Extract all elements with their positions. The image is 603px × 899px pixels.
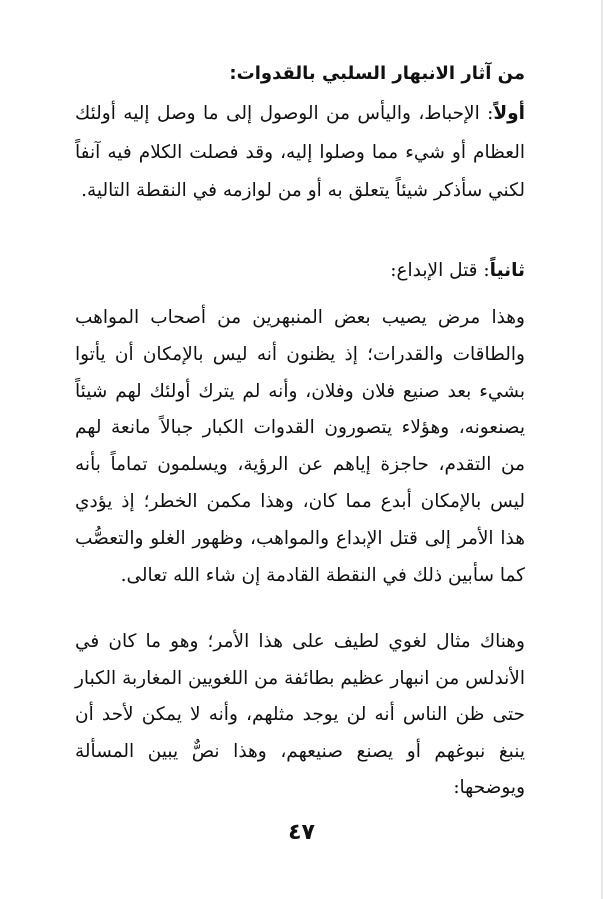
paragraph-explanation xyxy=(75,300,525,594)
paragraph-example xyxy=(75,624,525,807)
paragraph-text: : الإحباط، واليأس من الوصول إلى ما وصل إليه أولئك العظام أو شيء مما وصلوا إليه، وقد فصلت الكلام فيه آنفاً لكني سأذكر شيئاً يتعلق به أو من لوازمه في النقطة التالية. xyxy=(75,103,525,201)
paragraph-text: وهناك مثال لغوي لطيف على هذا الأمر؛ وهو ما كان في الأندلس من انبهار عظيم بطائفة من اللغويين المغاربة الكبار حتى ظن الناس أنه لن يوجد مثلهم، وأنه لا يمكن لأحد أن ينبغ نبوغهم أو يصنع صنيعهم، وهذا نصٌّ يبين المسألة ويوضحها: xyxy=(75,631,525,798)
page-number: ٤٧ xyxy=(288,820,315,845)
section-heading: من آثار الانبهار السلبي بالقدوات: xyxy=(229,63,525,84)
paragraph-second-effect xyxy=(75,252,525,291)
paragraph-text: : قتل الإبداع: xyxy=(390,260,490,281)
paragraph-text: وهذا مرض يصيب بعض المنبهرين من أصحاب المواهب والطاقات والقدرات؛ إذ يظنون أنه ليس بالإمكان أن يأتوا بشيء بعد صنيع فلان وفلان، وأنه لم يترك أولئك لهم شيئاً يصنعونه، وهؤلاء يتصورون القدوات الكبار جبالاً مانعة لهم من التقدم، حاجزة إياهم عن الرؤية، ويسلمون تماماً بأنه ليس بالإمكان أبدع مما كان، وهذا مكمن الخطر؛ إذ يؤدي هذا الأمر إلى قتل الإبداع والمواهب، وظهور الغلو والتعصُّب كما سأبين ذلك في النقطة القادمة إن شاء الله تعالى. xyxy=(75,307,525,586)
paragraph-lead: أولاً xyxy=(493,103,525,124)
paragraph-lead: ثانياً xyxy=(489,260,525,281)
paragraph-first-effect xyxy=(75,95,525,211)
